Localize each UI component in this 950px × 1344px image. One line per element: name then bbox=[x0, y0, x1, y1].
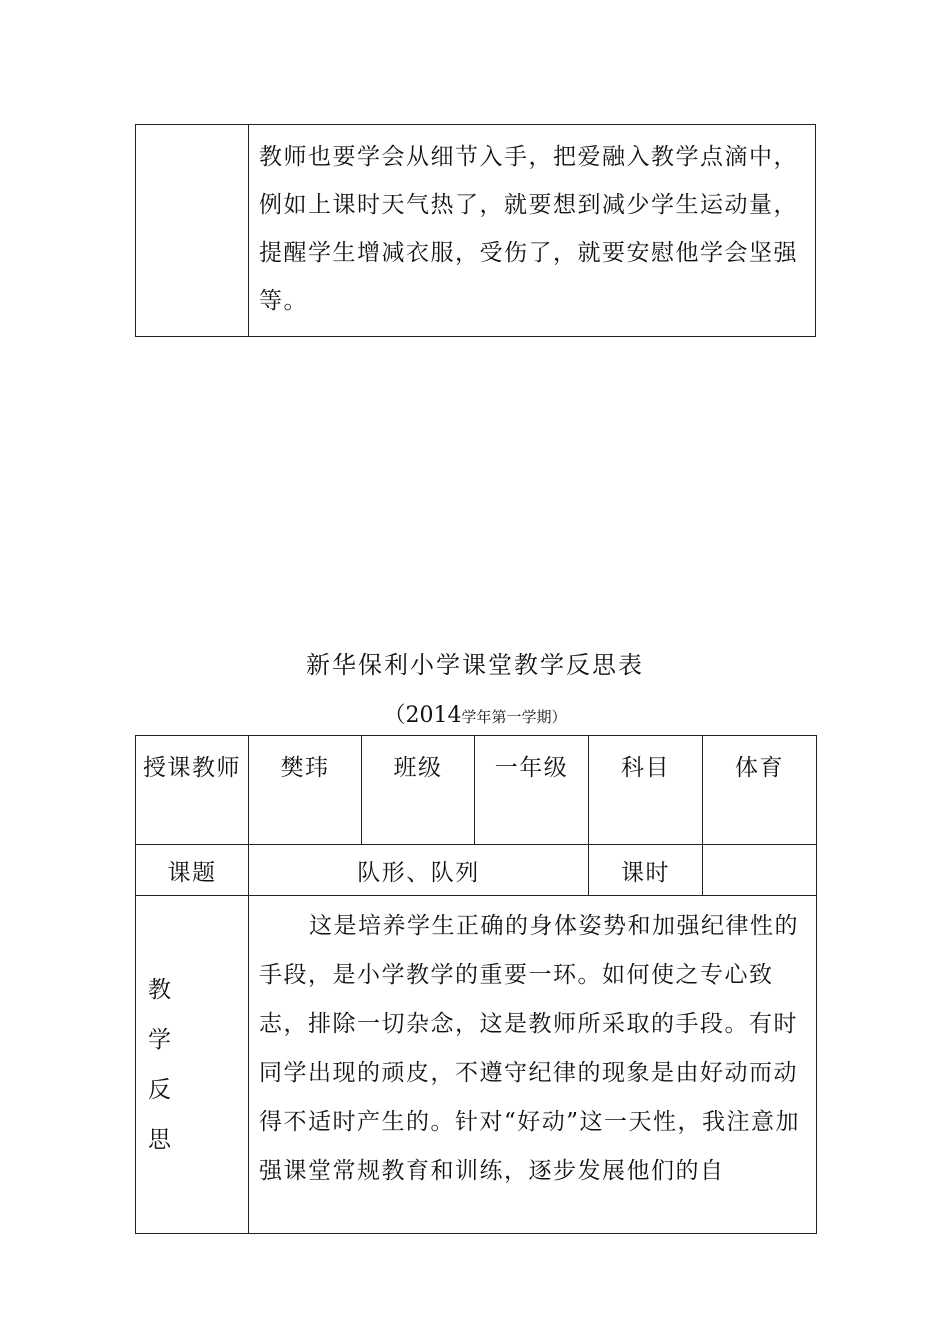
reflection-label bbox=[136, 896, 249, 1234]
teacher-value: 樊玮 bbox=[249, 736, 362, 845]
subject-label: 科目 bbox=[589, 736, 703, 845]
subtitle-close: ） bbox=[551, 708, 567, 726]
class-label: 班级 bbox=[362, 736, 475, 845]
form-title: 新华保利小学课堂教学反思表 bbox=[306, 651, 644, 679]
continuation-text-cell bbox=[249, 125, 816, 337]
topic-value: 队形、队列 bbox=[249, 845, 589, 896]
subtitle-term: 学年第一学期 bbox=[461, 708, 552, 726]
subtitle-year: 2014 bbox=[405, 703, 462, 728]
reflection-text: 这是培养学生正确的身体姿势和加强纪律性的手段，是小学教学的重要一环。如何使之专心致志，排除一切杂念，这是教师所采取的手段。有时同学出现的顽皮，不遵守纪律的现象是由好动而动得不适时产生的。针对“好动”这一天性，我注意加强课堂常规教育和训练，逐步发展他们的自 bbox=[259, 913, 801, 1184]
continuation-text: 教师也要学会从细节入手，把爱融入教学点滴中，例如上课时天气热了，就要想到减少学生运动量，提醒学生增减衣服，受伤了，就要安慰他学会坚强等。 bbox=[259, 144, 798, 314]
topic-row bbox=[136, 845, 817, 896]
reflection-form-table bbox=[135, 735, 817, 1234]
continuation-table bbox=[135, 124, 816, 337]
period-value bbox=[703, 845, 817, 896]
teacher-row bbox=[136, 736, 817, 845]
continuation-label-cell bbox=[136, 125, 249, 337]
subject-value: 体育 bbox=[703, 736, 817, 845]
reflection-label-char: 反 bbox=[148, 1076, 173, 1103]
reflection-label-char: 学 bbox=[148, 1026, 173, 1053]
reflection-row bbox=[136, 896, 817, 1234]
reflection-label-char: 思 bbox=[148, 1126, 173, 1153]
form-subtitle bbox=[0, 698, 950, 729]
reflection-label-char: 教 bbox=[148, 976, 173, 1003]
class-value: 一年级 bbox=[475, 736, 589, 845]
teacher-label: 授课教师 bbox=[136, 736, 249, 845]
reflection-text-cell bbox=[249, 896, 817, 1234]
topic-label: 课题 bbox=[136, 845, 249, 896]
period-label: 课时 bbox=[589, 845, 703, 896]
subtitle-open: （ bbox=[383, 703, 406, 728]
